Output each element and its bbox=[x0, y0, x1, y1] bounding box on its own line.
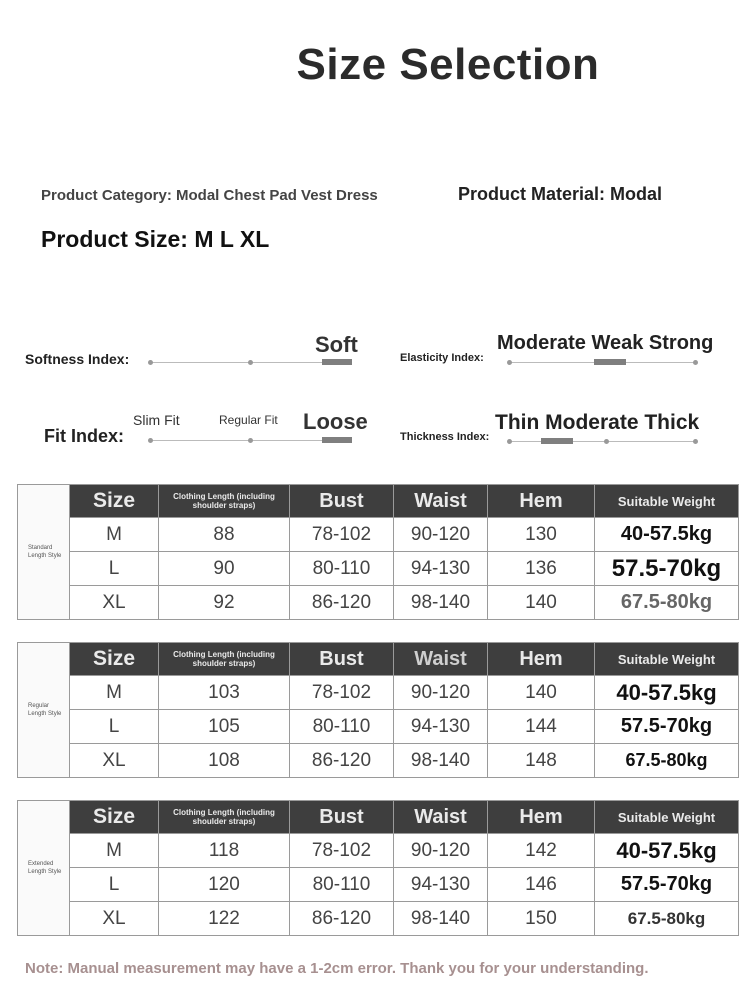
thickness-track bbox=[509, 441, 697, 442]
header-bust: Bust bbox=[290, 485, 394, 518]
fit-selected-mark bbox=[322, 437, 352, 443]
cell-weight: 67.5-80kg bbox=[595, 744, 739, 778]
cell-bust: 86-120 bbox=[290, 902, 394, 936]
cell-bust: 80-110 bbox=[290, 868, 394, 902]
thickness-options: Thin Moderate Thick bbox=[495, 411, 700, 434]
cell-size: M bbox=[70, 676, 159, 710]
header-size: Size bbox=[70, 643, 159, 676]
softness-selected-mark bbox=[322, 359, 352, 365]
cell-length: 105 bbox=[159, 710, 290, 744]
cell-waist: 90-120 bbox=[394, 834, 488, 868]
header-hem: Hem bbox=[488, 485, 595, 518]
header-waist: Waist bbox=[394, 485, 488, 518]
elasticity-dot bbox=[693, 360, 698, 365]
elasticity-dot bbox=[507, 360, 512, 365]
table-row bbox=[18, 676, 739, 710]
cell-waist: 94-130 bbox=[394, 552, 488, 586]
cell-hem: 140 bbox=[488, 586, 595, 620]
softness-option-soft: Soft bbox=[315, 332, 358, 357]
cell-length: 103 bbox=[159, 676, 290, 710]
header-weight: Suitable Weight bbox=[595, 643, 739, 676]
cell-length: 108 bbox=[159, 744, 290, 778]
cell-bust: 86-120 bbox=[290, 744, 394, 778]
table-row bbox=[18, 586, 739, 620]
cell-hem: 140 bbox=[488, 676, 595, 710]
product-material: Product Material: Modal bbox=[458, 184, 663, 204]
header-length: Clothing Length (including shoulder straps) bbox=[159, 643, 290, 676]
cell-hem: 136 bbox=[488, 552, 595, 586]
size-table-standard bbox=[17, 484, 739, 620]
cell-bust: 80-110 bbox=[290, 552, 394, 586]
cell-size: M bbox=[70, 834, 159, 868]
header-weight: Suitable Weight bbox=[595, 485, 739, 518]
table-header-row bbox=[18, 801, 739, 834]
cell-size: XL bbox=[70, 586, 159, 620]
product-size: Product Size: M L XL bbox=[41, 226, 270, 252]
cell-length: 90 bbox=[159, 552, 290, 586]
table-style-label: Standard Length Style bbox=[18, 485, 70, 620]
product-category: Product Category: Modal Chest Pad Vest Dress bbox=[41, 187, 378, 204]
table-row bbox=[18, 902, 739, 936]
measurement-note: Note: Manual measurement may have a 1-2cm error. Thank you for your understanding. bbox=[25, 960, 649, 977]
table-row bbox=[18, 518, 739, 552]
table-style-label: Extended Length Style bbox=[18, 801, 70, 936]
cell-waist: 98-140 bbox=[394, 586, 488, 620]
cell-hem: 130 bbox=[488, 518, 595, 552]
cell-size: L bbox=[70, 710, 159, 744]
thickness-dot bbox=[507, 439, 512, 444]
cell-size: XL bbox=[70, 744, 159, 778]
cell-size: XL bbox=[70, 902, 159, 936]
cell-waist: 90-120 bbox=[394, 676, 488, 710]
cell-bust: 78-102 bbox=[290, 676, 394, 710]
header-length: Clothing Length (including shoulder straps) bbox=[159, 485, 290, 518]
cell-length: 88 bbox=[159, 518, 290, 552]
table-header-row bbox=[18, 643, 739, 676]
cell-size: L bbox=[70, 552, 159, 586]
fit-index-label: Fit Index: bbox=[44, 426, 124, 446]
header-waist: Waist bbox=[394, 801, 488, 834]
cell-size: L bbox=[70, 868, 159, 902]
fit-dot bbox=[248, 438, 253, 443]
cell-waist: 90-120 bbox=[394, 518, 488, 552]
fit-option-regular: Regular Fit bbox=[219, 413, 278, 427]
softness-dot bbox=[248, 360, 253, 365]
table-row bbox=[18, 868, 739, 902]
table-row bbox=[18, 744, 739, 778]
header-hem: Hem bbox=[488, 643, 595, 676]
page-title: Size Selection bbox=[296, 40, 600, 89]
table-style-label: Regular Length Style bbox=[18, 643, 70, 778]
cell-weight: 40-57.5kg bbox=[595, 676, 739, 710]
fit-option-loose: Loose bbox=[303, 409, 368, 434]
cell-length: 118 bbox=[159, 834, 290, 868]
header-length: Clothing Length (including shoulder straps) bbox=[159, 801, 290, 834]
cell-hem: 146 bbox=[488, 868, 595, 902]
cell-waist: 94-130 bbox=[394, 710, 488, 744]
header-size: Size bbox=[70, 801, 159, 834]
cell-bust: 78-102 bbox=[290, 518, 394, 552]
cell-weight: 67.5-80kg bbox=[595, 902, 739, 936]
header-weight: Suitable Weight bbox=[595, 801, 739, 834]
thickness-dot bbox=[604, 439, 609, 444]
table-row bbox=[18, 710, 739, 744]
elasticity-index-label: Elasticity Index: bbox=[400, 352, 484, 364]
table-header-row bbox=[18, 485, 739, 518]
elasticity-options: Moderate Weak Strong bbox=[497, 332, 714, 354]
cell-waist: 98-140 bbox=[394, 902, 488, 936]
cell-length: 120 bbox=[159, 868, 290, 902]
header-bust: Bust bbox=[290, 643, 394, 676]
table-row bbox=[18, 834, 739, 868]
cell-weight: 40-57.5kg bbox=[595, 518, 739, 552]
fit-dot bbox=[148, 438, 153, 443]
thickness-dot bbox=[693, 439, 698, 444]
cell-hem: 142 bbox=[488, 834, 595, 868]
cell-hem: 144 bbox=[488, 710, 595, 744]
cell-length: 92 bbox=[159, 586, 290, 620]
cell-bust: 80-110 bbox=[290, 710, 394, 744]
softness-dot bbox=[148, 360, 153, 365]
header-size: Size bbox=[70, 485, 159, 518]
cell-hem: 148 bbox=[488, 744, 595, 778]
cell-size: M bbox=[70, 518, 159, 552]
header-bust: Bust bbox=[290, 801, 394, 834]
cell-waist: 94-130 bbox=[394, 868, 488, 902]
table-row bbox=[18, 552, 739, 586]
cell-waist: 98-140 bbox=[394, 744, 488, 778]
size-table-extended bbox=[17, 800, 739, 936]
cell-bust: 78-102 bbox=[290, 834, 394, 868]
size-table-regular bbox=[17, 642, 739, 778]
elasticity-selected-mark bbox=[594, 359, 626, 365]
cell-weight: 67.5-80kg bbox=[595, 586, 739, 620]
fit-option-slim: Slim Fit bbox=[133, 412, 180, 428]
cell-bust: 86-120 bbox=[290, 586, 394, 620]
cell-length: 122 bbox=[159, 902, 290, 936]
cell-hem: 150 bbox=[488, 902, 595, 936]
header-hem: Hem bbox=[488, 801, 595, 834]
cell-weight: 57.5-70kg bbox=[595, 710, 739, 744]
cell-weight: 40-57.5kg bbox=[595, 834, 739, 868]
cell-weight: 57.5-70kg bbox=[595, 868, 739, 902]
thickness-index-label: Thickness Index: bbox=[400, 431, 490, 443]
softness-index-label: Softness Index: bbox=[25, 351, 130, 367]
thickness-selected-mark bbox=[541, 438, 573, 444]
cell-weight: 57.5-70kg bbox=[595, 552, 739, 586]
header-waist: Waist bbox=[394, 643, 488, 676]
